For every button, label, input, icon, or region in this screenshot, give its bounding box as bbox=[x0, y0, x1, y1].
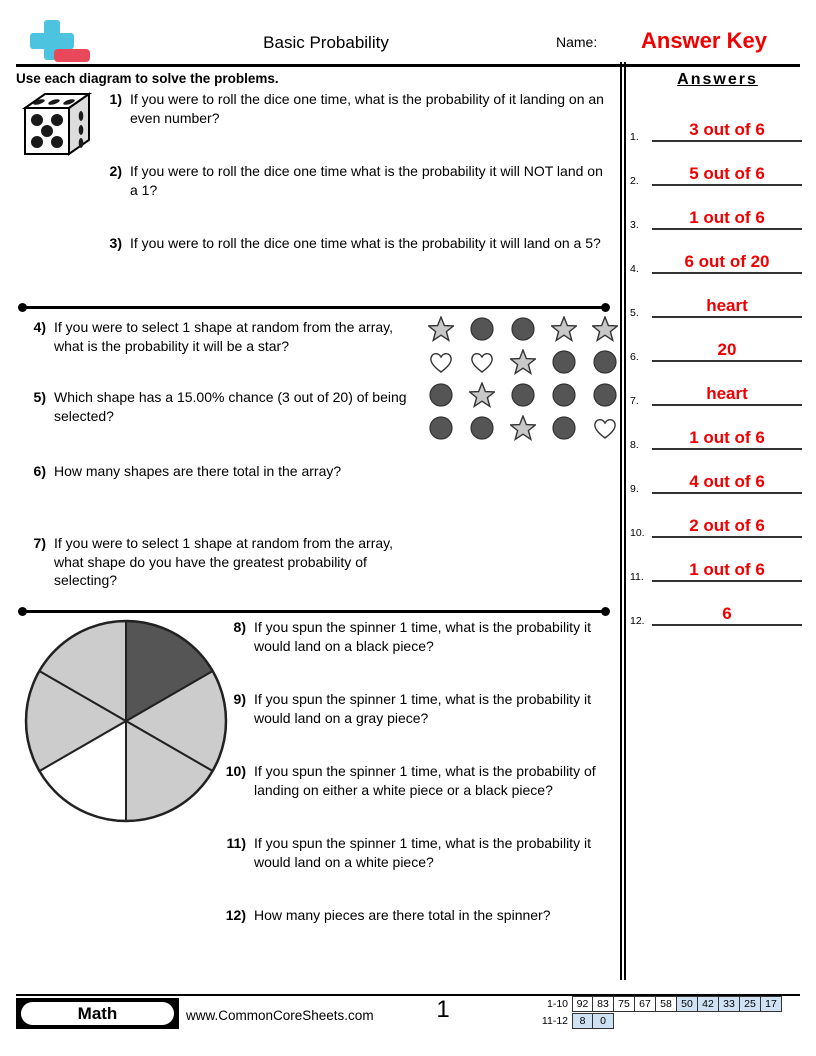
shape-star bbox=[543, 312, 584, 345]
answer-value-10: 2 out of 6 bbox=[689, 516, 765, 535]
question-2-number: 2) bbox=[109, 163, 122, 179]
answer-row-6 bbox=[630, 332, 805, 362]
question-4-text: If you were to select 1 shape at random from the array, what is the probability it will be a star? bbox=[54, 319, 394, 354]
question-4-number: 4) bbox=[33, 319, 46, 335]
header-divider bbox=[16, 64, 800, 67]
shape-circle bbox=[543, 345, 584, 378]
answer-value-5: heart bbox=[706, 296, 748, 315]
question-11-number: 11) bbox=[226, 835, 246, 851]
subject-badge bbox=[16, 998, 179, 1029]
shape-array-row bbox=[420, 411, 625, 444]
shape-array-row bbox=[420, 312, 625, 345]
shape-star bbox=[502, 345, 543, 378]
section-divider-1 bbox=[21, 306, 607, 309]
score-table bbox=[528, 995, 782, 1029]
name-label: Name: bbox=[556, 34, 598, 50]
answers-heading: Answers bbox=[677, 71, 758, 88]
answer-index-6: 6. bbox=[630, 351, 639, 363]
answer-index-9: 9. bbox=[630, 483, 639, 495]
question-12-text: How many pieces are there total in the spinner? bbox=[254, 907, 551, 923]
answer-row-10 bbox=[630, 508, 805, 538]
section-divider-2 bbox=[21, 610, 607, 613]
answer-blank-line bbox=[652, 360, 802, 362]
answer-row-1 bbox=[630, 112, 805, 142]
answer-value-9: 4 out of 6 bbox=[689, 472, 765, 491]
answer-value-1: 3 out of 6 bbox=[689, 120, 765, 139]
shape-circle bbox=[584, 378, 625, 411]
question-1-text: If you were to roll the dice one time, what is the probability of it landing on an even number? bbox=[130, 91, 604, 126]
shape-heart bbox=[461, 345, 502, 378]
answer-row-9 bbox=[630, 464, 805, 494]
shape-circle bbox=[461, 411, 502, 444]
answer-index-1: 1. bbox=[630, 131, 639, 143]
answer-blank-line bbox=[652, 184, 802, 186]
shape-circle bbox=[461, 312, 502, 345]
question-11-text: If you spun the spinner 1 time, what is the probability it would land on a white piece? bbox=[254, 835, 591, 870]
question-5-number: 5) bbox=[33, 389, 46, 405]
answer-key-label: Answer Key bbox=[641, 28, 767, 53]
question-8-number: 8) bbox=[233, 619, 246, 635]
score-row-label: 1-10 bbox=[546, 997, 568, 1010]
answer-blank-line bbox=[652, 140, 802, 142]
answer-blank-line bbox=[652, 404, 802, 406]
shape-star bbox=[584, 312, 625, 345]
answer-blank-line bbox=[652, 580, 802, 582]
subject-badge-label: Math bbox=[21, 1002, 174, 1025]
answer-index-3: 3. bbox=[630, 219, 639, 231]
question-1-number: 1) bbox=[109, 91, 122, 107]
answer-blank-line bbox=[652, 536, 802, 538]
score-row-label: 11-12 bbox=[541, 1014, 568, 1027]
shape-array-row bbox=[420, 345, 625, 378]
answer-row-11 bbox=[630, 552, 805, 582]
answer-blank-line bbox=[652, 228, 802, 230]
answer-index-12: 12. bbox=[630, 615, 645, 627]
answer-row-4 bbox=[630, 244, 805, 274]
answer-value-4: 6 out of 20 bbox=[684, 252, 770, 271]
answer-row-5 bbox=[630, 288, 805, 318]
score-cell: 42 bbox=[698, 996, 719, 1012]
answer-value-6: 20 bbox=[717, 340, 737, 359]
answer-blank-line bbox=[652, 492, 802, 494]
page-header bbox=[16, 18, 800, 66]
question-8-text: If you spun the spinner 1 time, what is the probability it would land on a black piece? bbox=[254, 619, 591, 654]
score-cell: 58 bbox=[656, 996, 677, 1012]
shape-star bbox=[502, 411, 543, 444]
answer-row-2 bbox=[630, 156, 805, 186]
answer-index-5: 5. bbox=[630, 307, 639, 319]
answer-value-7: heart bbox=[706, 384, 748, 403]
instructions-text: Use each diagram to solve the problems. bbox=[16, 71, 279, 86]
spinner-icon bbox=[21, 616, 231, 826]
score-row-1-10 bbox=[528, 995, 782, 1012]
dice-icon bbox=[21, 90, 93, 160]
question-10-number: 10) bbox=[225, 763, 246, 779]
score-cell: 67 bbox=[635, 996, 656, 1012]
shape-circle bbox=[584, 345, 625, 378]
score-cell: 33 bbox=[719, 996, 740, 1012]
score-row-11-12 bbox=[528, 1012, 782, 1029]
answer-value-3: 1 out of 6 bbox=[689, 208, 765, 227]
score-cell: 25 bbox=[740, 996, 761, 1012]
answer-value-12: 6 bbox=[722, 604, 732, 623]
answer-index-2: 2. bbox=[630, 175, 639, 187]
answer-value-8: 1 out of 6 bbox=[689, 428, 765, 447]
question-5-text: Which shape has a 15.00% chance (3 out of 20) of being selected? bbox=[54, 389, 407, 424]
shape-circle bbox=[420, 378, 461, 411]
question-10-text: If you spun the spinner 1 time, what is the probability of landing on either a white piece or a black piece? bbox=[254, 763, 596, 798]
answer-row-12 bbox=[630, 596, 805, 626]
plus-minus-logo-icon bbox=[16, 18, 88, 64]
shape-circle bbox=[502, 378, 543, 411]
website-link[interactable]: www.CommonCoreSheets.com bbox=[186, 1008, 374, 1023]
question-12-number: 12) bbox=[225, 907, 246, 923]
shape-circle bbox=[543, 378, 584, 411]
answer-column-divider bbox=[620, 62, 626, 980]
answer-index-4: 4. bbox=[630, 263, 639, 275]
answer-row-8 bbox=[630, 420, 805, 450]
shape-star bbox=[420, 312, 461, 345]
score-cell: 75 bbox=[614, 996, 635, 1012]
score-cell: 83 bbox=[593, 996, 614, 1012]
answer-blank-line bbox=[652, 316, 802, 318]
answer-row-3 bbox=[630, 200, 805, 230]
page-title: Basic Probability bbox=[263, 33, 389, 52]
score-cell: 50 bbox=[677, 996, 698, 1012]
shape-circle bbox=[502, 312, 543, 345]
worksheet-body bbox=[16, 68, 612, 978]
question-3-text: If you were to roll the dice one time what is the probability it will land on a 5? bbox=[130, 235, 601, 251]
question-6-number: 6) bbox=[33, 463, 46, 479]
answer-index-8: 8. bbox=[630, 439, 639, 451]
answer-blank-line bbox=[652, 272, 802, 274]
question-9-number: 9) bbox=[233, 691, 246, 707]
shape-star bbox=[461, 378, 502, 411]
shape-circle bbox=[543, 411, 584, 444]
score-cell: 92 bbox=[572, 996, 593, 1012]
answer-blank-line bbox=[652, 448, 802, 450]
shape-heart bbox=[584, 411, 625, 444]
question-6-text: How many shapes are there total in the array? bbox=[54, 463, 342, 479]
answer-panel bbox=[630, 68, 805, 627]
question-7-text: If you were to select 1 shape at random from the array, what shape do you have the greatest probability of selecting? bbox=[54, 535, 394, 588]
answer-index-7: 7. bbox=[630, 395, 639, 407]
page-number: 1 bbox=[436, 996, 450, 1023]
question-7-number: 7) bbox=[33, 535, 46, 551]
question-9-text: If you spun the spinner 1 time, what is the probability it would land on a gray piece? bbox=[254, 691, 591, 726]
question-2-text: If you were to roll the dice one time what is the probability it will NOT land on a 1? bbox=[130, 163, 603, 198]
shape-array-diagram bbox=[420, 312, 625, 444]
score-cell: 8 bbox=[572, 1013, 593, 1029]
answer-row-7 bbox=[630, 376, 805, 406]
answer-blank-line bbox=[652, 624, 802, 626]
shape-array-row bbox=[420, 378, 625, 411]
shape-heart bbox=[420, 345, 461, 378]
shape-circle bbox=[420, 411, 461, 444]
score-cell: 0 bbox=[593, 1013, 614, 1029]
answer-index-11: 11. bbox=[630, 571, 644, 583]
score-cell: 17 bbox=[761, 996, 782, 1012]
question-3-number: 3) bbox=[109, 235, 122, 251]
answer-value-2: 5 out of 6 bbox=[689, 164, 765, 183]
answer-value-11: 1 out of 6 bbox=[689, 560, 765, 579]
answer-index-10: 10. bbox=[630, 527, 645, 539]
